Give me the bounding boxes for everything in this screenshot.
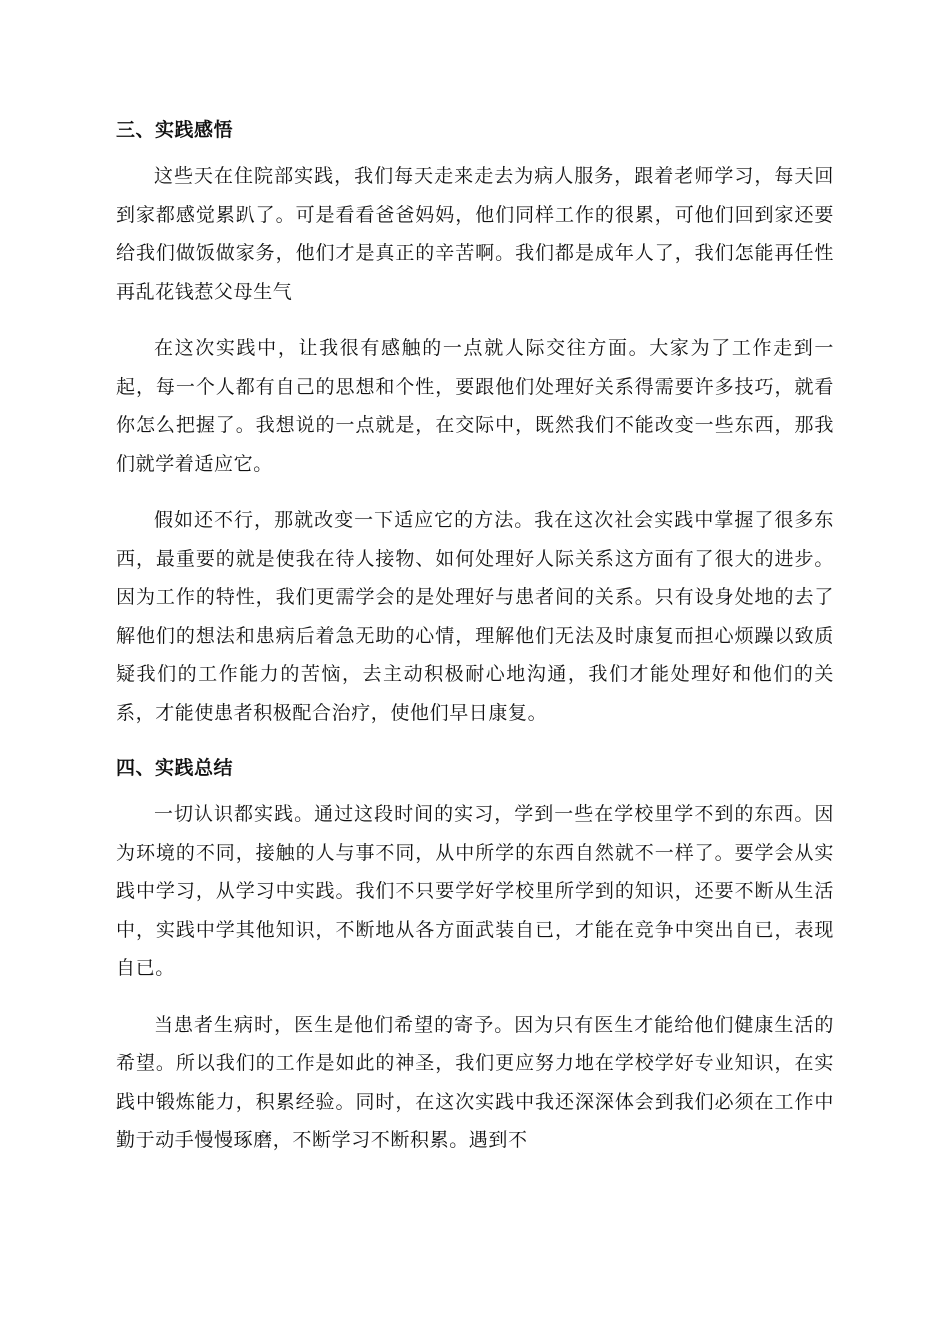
paragraph: 这些天在住院部实践，我们每天走来走去为病人服务，跟着老师学习，每天回到家都感觉累趴了。可是看看爸爸妈妈，他们同样工作的很累，可他们回到家还要给我们做饭做家务，他们才是真正的辛苦啊。我们都是成年人了，我们怎能再任性再乱花钱惹父母生气 [116, 165, 834, 303]
paragraph: 一切认识都实践。通过这段时间的实习，学到一些在学校里学不到的东西。因为环境的不同，接触的人与事不同，从中所学的东西自然就不一样了。要学会从实践中学习，从学习中实践。我们不只要学好学校里所学到的知识，还要不断从生活中，实践中学其他知识，不断地从各方面武装自已，才能在竞争中突出自已，表现自已。 [116, 803, 834, 979]
section-heading: 三、实践感悟 [116, 119, 234, 141]
section-practice-summary [116, 750, 834, 1160]
section-practice-insights [116, 112, 834, 732]
document-body [116, 112, 834, 1160]
paragraph: 在这次实践中，让我很有感触的一点就人际交往方面。大家为了工作走到一起，每一个人都有自己的思想和个性，要跟他们处理好关系得需要许多技巧，就看你怎么把握了。我想说的一点就是，在交际中，既然我们不能改变一些东西，那我们就学着适应它。 [116, 337, 834, 475]
paragraph: 当患者生病时，医生是他们希望的寄予。因为只有医生才能给他们健康生活的希望。所以我们的工作是如此的神圣，我们更应努力地在学校学好专业知识，在实践中锻炼能力，积累经验。同时，在这次实践中我还深深体会到我们必须在工作中勤于动手慢慢琢磨，不断学习不断积累。遇到不 [116, 1013, 834, 1151]
paragraph: 假如还不行，那就改变一下适应它的方法。我在这次社会实践中掌握了很多东西，最重要的就是使我在待人接物、如何处理好人际关系这方面有了很大的进步。因为工作的特性，我们更需学会的是处理好与患者间的关系。只有设身处地的去了解他们的想法和患病后着急无助的心情，理解他们无法及时康复而担心烦躁以致质疑我们的工作能力的苦恼，去主动积极耐心地沟通，我们才能处理好和他们的关系，才能使患者积极配合治疗，使他们早日康复。 [116, 509, 834, 724]
section-heading: 四、实践总结 [116, 757, 234, 779]
